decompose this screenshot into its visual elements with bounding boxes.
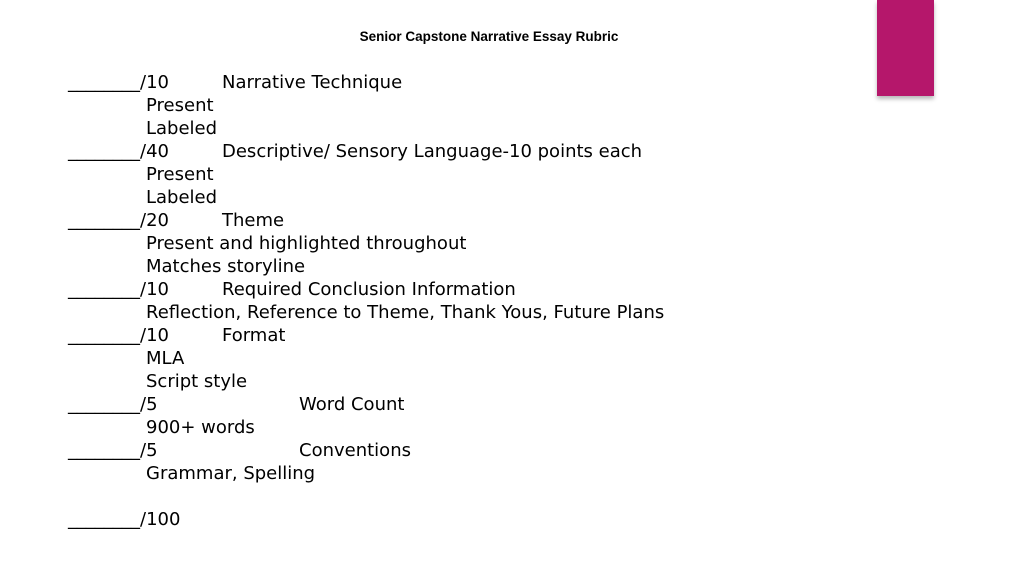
criterion-detail: Present	[146, 95, 214, 116]
rubric-row-format	[68, 324, 908, 347]
criterion-detail: Matches storyline	[146, 256, 306, 277]
rubric-row-theme	[68, 209, 908, 232]
total-score: ________/100	[68, 509, 181, 530]
rubric-row-word-count	[68, 393, 908, 416]
detail-row	[68, 416, 908, 439]
rubric-row-descriptive-language	[68, 140, 908, 163]
score-blank: ________/10	[68, 325, 169, 346]
criterion-detail: Present and highlighted throughout	[146, 233, 467, 254]
detail-row	[68, 186, 908, 209]
score-blank: ________/10	[68, 279, 169, 300]
criterion-detail: Grammar, Spelling	[146, 463, 316, 484]
criterion-label: Conventions	[299, 440, 411, 461]
criterion-label: Descriptive/ Sensory Language-10 points each	[222, 141, 643, 162]
detail-row	[68, 462, 908, 485]
criterion-label: Word Count	[299, 394, 405, 415]
criterion-detail: Reflection, Reference to Theme, Thank Yous, Future Plans	[146, 302, 665, 323]
slide-title: Senior Capstone Narrative Essay Rubric	[359, 29, 619, 44]
detail-row	[68, 370, 908, 393]
criterion-label: Narrative Technique	[222, 72, 403, 93]
criterion-detail: Present	[146, 164, 214, 185]
score-blank: ________/5	[68, 394, 158, 415]
detail-row	[68, 163, 908, 186]
criterion-detail: Labeled	[146, 118, 218, 139]
detail-row	[68, 117, 908, 140]
score-blank: ________/20	[68, 210, 169, 231]
detail-row	[68, 301, 908, 324]
detail-row	[68, 232, 908, 255]
rubric-list	[68, 71, 908, 531]
criterion-label: Format	[222, 325, 286, 346]
detail-row	[68, 94, 908, 117]
score-blank: ________/40	[68, 141, 169, 162]
score-blank: ________/10	[68, 72, 169, 93]
criterion-label: Theme	[222, 210, 285, 231]
rubric-total-row	[68, 508, 908, 531]
rubric-row-narrative-technique	[68, 71, 908, 94]
criterion-label: Required Conclusion Information	[222, 279, 516, 300]
detail-row	[68, 347, 908, 370]
detail-row	[68, 255, 908, 278]
criterion-detail: Labeled	[146, 187, 218, 208]
criterion-detail: 900+ words	[146, 417, 255, 438]
criterion-detail: Script style	[146, 371, 248, 392]
criterion-detail: MLA	[146, 348, 185, 369]
score-blank: ________/5	[68, 440, 158, 461]
rubric-row-conclusion	[68, 278, 908, 301]
rubric-row-conventions	[68, 439, 908, 462]
spacer	[68, 485, 908, 508]
